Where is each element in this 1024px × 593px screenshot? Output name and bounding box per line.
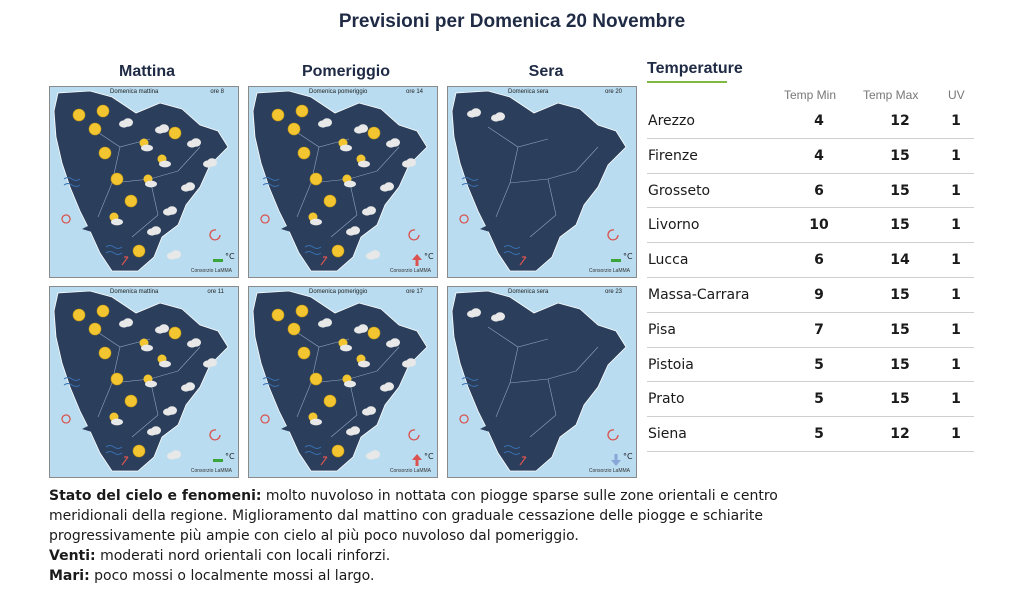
sun-icon	[110, 171, 124, 190]
cielo-text-1: molto nuvoloso in nottata con piogge sparse sulle zone orientali e centro	[265, 488, 778, 504]
city-name: Arezzo	[648, 113, 695, 129]
city-name: Prato	[648, 391, 685, 408]
city-name: Pisa	[648, 321, 676, 338]
moon-icon	[568, 157, 580, 176]
temperature-row	[647, 348, 974, 383]
sun-icon	[132, 243, 146, 262]
temp-min-value: 4	[814, 147, 824, 164]
city-name: Grosseto	[648, 182, 711, 199]
cloud-icon	[345, 421, 361, 440]
moon-icon	[522, 315, 534, 334]
cloud-icon	[186, 333, 202, 352]
sun-cloud-icon	[142, 173, 158, 192]
forecast-map	[248, 286, 438, 478]
cloud-icon	[385, 133, 401, 152]
map-time: ore 17	[405, 289, 423, 295]
map-time: ore 23	[604, 289, 622, 295]
sun-icon	[367, 125, 381, 144]
cielo-line-1	[49, 486, 949, 506]
cloud-icon	[180, 377, 196, 396]
temp-min-value: 5	[814, 391, 824, 408]
temp-min-value: 6	[814, 252, 824, 269]
mari-text: poco mossi o localmente mossi al largo.	[94, 568, 375, 584]
temp-max-value: 14	[890, 252, 910, 269]
cloud-icon	[180, 177, 196, 196]
cloud-icon	[162, 201, 178, 220]
map-caption: Domenica sera	[508, 89, 549, 95]
sun-icon	[110, 371, 124, 390]
sun-icon	[295, 103, 309, 122]
forecast-map	[49, 86, 239, 278]
sun-cloud-icon	[341, 173, 357, 192]
cloud-icon	[490, 107, 506, 126]
moon-icon	[568, 453, 580, 472]
temperature-trend-icon	[412, 251, 422, 270]
temp-max-value: 12	[890, 426, 910, 443]
temperature-unit-label: °C	[424, 452, 434, 461]
temperature-trend-icon	[412, 451, 422, 470]
moon-icon	[568, 253, 580, 272]
temperature-trend-icon	[213, 251, 223, 270]
map-caption: Domenica sera	[508, 289, 549, 295]
header-uv: UV	[948, 88, 965, 102]
temperature-title-underline	[647, 81, 727, 83]
temperature-unit-label: °C	[623, 452, 633, 461]
city-name: Lucca	[648, 252, 689, 269]
header-temp-max: Temp Max	[863, 88, 919, 102]
forecast-description	[49, 486, 949, 586]
temperature-trend-icon	[611, 251, 621, 270]
moon-icon	[508, 433, 520, 452]
sun-icon	[96, 103, 110, 122]
temp-max-value: 15	[890, 147, 910, 164]
temperature-row	[647, 417, 974, 452]
sun-icon	[72, 307, 86, 326]
uv-value: 1	[951, 356, 961, 373]
cloud-icon	[361, 201, 377, 220]
cloud-icon	[466, 103, 482, 122]
mari-line	[49, 566, 949, 586]
temperature-row	[647, 208, 974, 243]
map-credit: Consorzio LaMMA	[389, 468, 431, 474]
sun-icon	[124, 393, 138, 412]
moon-icon	[554, 117, 566, 136]
sun-icon	[96, 303, 110, 322]
uv-value: 1	[951, 182, 961, 199]
sun-icon	[309, 171, 323, 190]
column-header-pomeriggio: Pomeriggio	[301, 63, 390, 80]
map-caption: Domenica mattina	[110, 289, 159, 295]
temperature-unit-label: °C	[225, 252, 235, 261]
city-name: Massa-Carrara	[648, 286, 750, 303]
map-caption: Domenica pomeriggio	[309, 89, 368, 95]
sun-icon	[132, 443, 146, 462]
sun-cloud-icon	[142, 373, 158, 392]
temperature-trend-icon	[611, 451, 621, 470]
sun-cloud-icon	[341, 373, 357, 392]
temp-max-value: 15	[890, 217, 910, 234]
sun-cloud-icon	[138, 137, 154, 156]
sun-icon	[323, 193, 337, 212]
city-name: Siena	[648, 426, 687, 443]
venti-text: moderati nord orientali con locali rinforzi.	[100, 548, 391, 564]
moon-icon	[504, 345, 516, 364]
cloud-icon	[401, 153, 417, 172]
sun-icon	[323, 393, 337, 412]
cloud-icon	[385, 333, 401, 352]
moon-icon	[582, 189, 594, 208]
moon-icon	[514, 375, 526, 394]
moon-icon	[548, 383, 560, 402]
sun-icon	[331, 243, 345, 262]
cloud-icon	[146, 221, 162, 240]
temp-max-value: 15	[890, 391, 910, 408]
moon-icon	[604, 155, 616, 174]
temperature-trend-icon	[213, 451, 223, 470]
cielo-label: Stato del cielo e fenomeni:	[49, 488, 262, 504]
sun-icon	[287, 121, 301, 140]
sun-icon	[331, 443, 345, 462]
cloud-icon	[361, 401, 377, 420]
uv-value: 1	[951, 286, 961, 303]
forecast-map	[248, 86, 438, 278]
moon-icon	[582, 389, 594, 408]
sun-icon	[98, 345, 112, 364]
column-header-sera: Sera	[528, 63, 564, 80]
moon-icon	[514, 175, 526, 194]
cloud-icon	[490, 307, 506, 326]
city-name: Firenze	[648, 147, 698, 164]
uv-value: 1	[951, 391, 961, 408]
cloud-icon	[202, 353, 218, 372]
map-time: ore 11	[207, 289, 224, 295]
venti-line	[49, 546, 949, 566]
temperature-unit-label: °C	[623, 252, 633, 261]
moon-icon	[568, 357, 580, 376]
cloud-icon	[186, 133, 202, 152]
sun-icon	[88, 321, 102, 340]
header-temp-min: Temp Min	[784, 88, 837, 102]
sun-cloud-icon	[108, 211, 124, 230]
city-name: Pistoia	[648, 356, 694, 373]
cloud-icon	[379, 177, 395, 196]
cloud-icon	[317, 113, 333, 132]
venti-label: Venti:	[49, 548, 96, 564]
cloud-icon	[202, 153, 218, 172]
cloud-icon	[317, 313, 333, 332]
cloud-icon	[466, 303, 482, 322]
temperature-row	[647, 104, 974, 139]
temperature-rows	[647, 104, 974, 452]
sun-cloud-icon	[355, 353, 371, 372]
map-credit: Consorzio LaMMA	[389, 268, 431, 274]
uv-value: 1	[951, 217, 961, 234]
temperature-row	[647, 139, 974, 174]
cloud-icon	[365, 445, 381, 464]
sun-icon	[98, 145, 112, 164]
sun-icon	[309, 371, 323, 390]
sun-icon	[297, 345, 311, 364]
temp-min-value: 4	[814, 113, 824, 129]
moon-icon	[544, 243, 556, 262]
map-time: ore 8	[210, 89, 224, 95]
sun-icon	[297, 145, 311, 164]
uv-value: 1	[951, 321, 961, 338]
moon-icon	[536, 347, 548, 366]
temperature-unit-label: °C	[424, 252, 434, 261]
temperature-row	[647, 313, 974, 348]
map-credit: Consorzio LaMMA	[588, 468, 630, 474]
temp-min-value: 5	[814, 426, 824, 443]
sun-cloud-icon	[156, 353, 172, 372]
moon-icon	[554, 317, 566, 336]
forecast-map	[49, 286, 239, 478]
sun-cloud-icon	[337, 137, 353, 156]
temp-max-value: 12	[890, 113, 910, 129]
temp-min-value: 7	[814, 321, 824, 338]
moon-icon	[508, 233, 520, 252]
cloud-icon	[379, 377, 395, 396]
sun-icon	[72, 107, 86, 126]
temperature-row	[647, 174, 974, 209]
forecast-map	[447, 286, 637, 478]
map-time: ore 14	[405, 89, 423, 95]
cloud-icon	[345, 221, 361, 240]
city-name: Livorno	[648, 217, 700, 234]
sun-icon	[88, 121, 102, 140]
sun-icon	[287, 321, 301, 340]
sun-icon	[124, 193, 138, 212]
temperature-row	[647, 243, 974, 278]
temp-min-value: 9	[814, 286, 824, 303]
moon-icon	[562, 215, 574, 234]
map-credit: Consorzio LaMMA	[190, 468, 232, 474]
sun-cloud-icon	[355, 153, 371, 172]
temp-min-value: 6	[814, 182, 824, 199]
map-caption: Domenica pomeriggio	[309, 289, 368, 295]
temp-min-value: 10	[809, 217, 829, 234]
map-credit: Consorzio LaMMA	[190, 268, 232, 274]
moon-icon	[604, 355, 616, 374]
temp-max-value: 15	[890, 321, 910, 338]
moon-icon	[544, 443, 556, 462]
temp-min-value: 5	[814, 356, 824, 373]
sun-icon	[367, 325, 381, 344]
map-time: ore 20	[604, 89, 622, 95]
sun-icon	[271, 107, 285, 126]
cloud-icon	[401, 353, 417, 372]
uv-value: 1	[951, 113, 961, 129]
moon-icon	[526, 209, 538, 228]
mari-label: Mari:	[49, 568, 90, 584]
moon-icon	[486, 125, 498, 144]
column-header-mattina: Mattina	[119, 63, 175, 80]
moon-icon	[504, 145, 516, 164]
uv-value: 1	[951, 147, 961, 164]
temperature-title: Temperature	[647, 60, 743, 77]
temperature-table	[647, 86, 974, 452]
moon-icon	[522, 115, 534, 134]
moon-icon	[582, 133, 594, 152]
sun-icon	[295, 303, 309, 322]
uv-value: 1	[951, 426, 961, 443]
temperature-table-header	[647, 86, 974, 104]
map-credit: Consorzio LaMMA	[588, 268, 630, 274]
sun-cloud-icon	[108, 411, 124, 430]
cloud-icon	[118, 113, 134, 132]
sun-cloud-icon	[138, 337, 154, 356]
cloud-icon	[162, 401, 178, 420]
sun-icon	[168, 125, 182, 144]
temperature-unit-label: °C	[225, 452, 235, 461]
uv-value: 1	[951, 252, 961, 269]
moon-icon	[548, 183, 560, 202]
cielo-text-3: progressivamente più ampie con cielo al più poco nuvoloso dal pomeriggio.	[49, 528, 579, 544]
moon-icon	[536, 147, 548, 166]
sun-cloud-icon	[307, 411, 323, 430]
page-title: Previsioni per Domenica 20 Novembre	[338, 11, 686, 32]
moon-icon	[486, 325, 498, 344]
cloud-icon	[166, 245, 182, 264]
temperature-row	[647, 382, 974, 417]
sun-icon	[271, 307, 285, 326]
cielo-text-2: meridionali della regione. Miglioramento dal mattino con graduale cessazione delle piogge e schiarite	[49, 508, 763, 524]
moon-icon	[562, 415, 574, 434]
moon-icon	[582, 333, 594, 352]
cloud-icon	[146, 421, 162, 440]
sun-cloud-icon	[156, 153, 172, 172]
cloud-icon	[365, 245, 381, 264]
temp-max-value: 15	[890, 286, 910, 303]
moon-icon	[526, 409, 538, 428]
temperature-row	[647, 278, 974, 313]
sun-icon	[168, 325, 182, 344]
map-caption: Domenica mattina	[110, 89, 159, 95]
sun-cloud-icon	[307, 211, 323, 230]
temp-max-value: 15	[890, 182, 910, 199]
temp-max-value: 15	[890, 356, 910, 373]
cloud-icon	[166, 445, 182, 464]
forecast-map	[447, 86, 637, 278]
sun-cloud-icon	[337, 337, 353, 356]
cloud-icon	[118, 313, 134, 332]
